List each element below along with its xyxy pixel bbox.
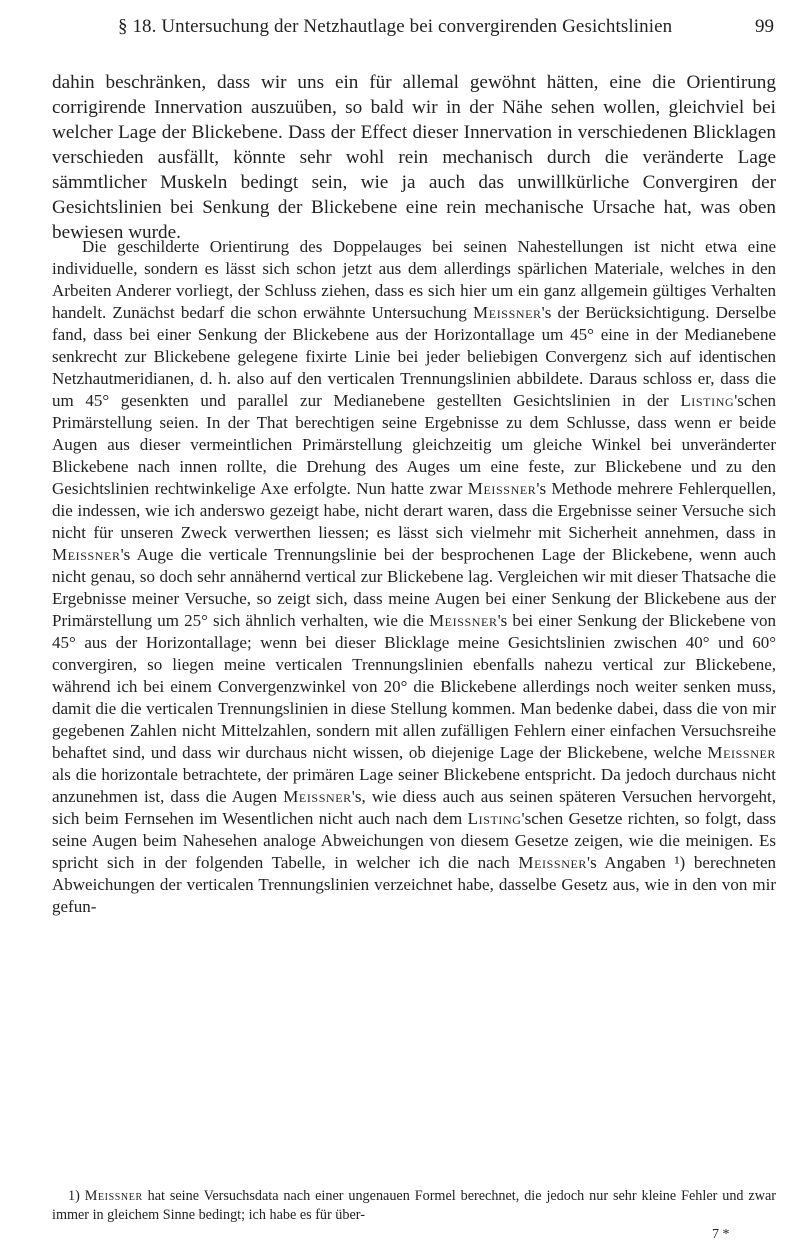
author-name: Listing	[680, 391, 735, 410]
author-name: Meissner	[473, 303, 542, 322]
author-name: Meissner	[467, 479, 537, 498]
text-run: 's der Berücksichtigung. Derselbe fand, dass bei einer Senkung der Blickebene aus der Horizontallage um 45° eine in der Medianebene senkrecht zur Blickebene gelegene fixirte Linie bei jeder beliebigen Convergenz sich auf identischen Netzhautmeridianen, d. h. also auf den verticalen Trennungslinien abbildete. Daraus schloss er, dass die um 45° gesenkten und parallel zur Medianebene gestellten Gesichtslinien in der	[52, 303, 777, 410]
paragraph-main	[52, 236, 776, 918]
text-run: 's Methode mehrere Fehlerquellen, die indessen, wie ich anderswo gezeigt habe, nicht derart waren, dass die Ergebnisse seiner Versuche sich nicht für unseren Zweck verwerthen liessen; es lässt sich vielmehr mit Sicherheit annehmen, dass in	[52, 479, 777, 542]
footnote-text: hat seine Versuchsdata nach einer ungenauen Formel berechnet, die jedoch nur sehr kleine Fehler und zwar immer in gleichem Sinne bedingt; ich habe es für über-	[52, 1188, 776, 1223]
text-run: 's bei einer Senkung der Blickebene von 45° aus der Horizontallage; wenn bei dieser Blicklage meine Gesichtslinien zwischen 40° und 60° convergiren, so liegen meine verticalen Trennungslinien ebenfalls nahezu vertical zur Blickebene, während ich bei einem Convergenzwinkel von 20° die Blickebene allerdings noch weiter senken muss, damit die die verticalen Trennungslinien in diese Stellung kommen. Man bedenke dabei, dass die von mir gegebenen Zahlen nicht Mittelzahlen, sondern mit allen zufälligen Fehlern einer einfachen Versuchsreihe behaftet sind, und dass wir durchaus nicht wissen, ob diejenige Lage der Blickebene, welche	[52, 611, 776, 762]
running-header: § 18. Untersuchung der Netzhautlage bei convergirenden Gesichtslinien	[118, 16, 673, 37]
text-run: 's Auge die verticale Trennungslinie bei der besprochenen Lage der Blickebene, wenn auch nicht genau, so doch sehr annähernd vertical zur Blickebene lag. Vergleichen wir mit dieser Thatsache die Ergebnisse meiner Versuche, so zeigt sich, dass meine Augen bei einer Senkung der Blickebene aus der Primärstellung um 25° sich ähnlich verhalten, wie die	[52, 545, 776, 630]
author-name: Meissner	[84, 1188, 143, 1204]
author-name: Meissner	[707, 743, 776, 762]
author-name: Listing	[467, 809, 522, 828]
author-name: Meissner	[518, 853, 587, 872]
text-run: 'schen Primärstellung seien. In der That berechtigen seine Ergebnisse zu dem Schlusse, dass wenn er beide Augen aus dieser vermeintlichen Primärstellung gleichzeitig um gleiche Winkel bei unveränderter Blickebene nach innen rollte, die Drehung des Auges um eine feste, zur Blickebene und zu den Gesichtslinien rechtwinkelige Axe erfolgte. Nun hatte zwar	[52, 391, 777, 498]
text-run: 's, wie diess auch aus seinen späteren Versuchen hervorgeht, sich beim Fernsehen im Wesentlichen nicht auch nach dem	[52, 787, 776, 828]
text-run: 'schen Gesetze richten, so folgt, dass seine Augen beim Nahesehen analoge Abweichungen von diesem Gesetze zeigen, wie die meinigen. Es spricht sich in der folgenden Tabelle, in welcher ich die nach	[52, 809, 777, 872]
author-name: Meissner	[283, 787, 352, 806]
author-name: Meissner	[52, 545, 121, 564]
signature-mark: 7 *	[712, 1227, 730, 1242]
text-run: 's Angaben ¹) berechneten Abweichungen der verticalen Trennungslinien verzeichnet habe, dasselbe Gesetz aus, wie in den von mir gefun-	[52, 853, 777, 916]
paragraph-continuation: dahin beschränken, dass wir uns ein für allemal gewöhnt hätten, eine die Orientirung corrigirende Innervation auszuüben, so bald wir in der Nähe sehen wollen, gleichviel bei welcher Lage der Blickebene. Dass der Effect dieser Innervation in verschiedenen Blicklagen verschieden ausfällt, könnte sehr wohl rein mechanisch durch die veränderte Lage sämmtlicher Muskeln bedingt sein, wie ja auch das unwillkürliche Convergiren der Gesichtslinien bei Senkung der Blickebene eine rein mechanische Ursache hat, was oben bewiesen wurde.	[52, 72, 776, 243]
page-number: 99	[755, 16, 774, 37]
footnote	[52, 1187, 776, 1225]
footnote-marker: 1)	[68, 1188, 80, 1204]
text-run: als die horizontale betrachtete, der primären Lage seiner Blickebene entspricht. Da jedoch durchaus nicht anzunehmen ist, dass die Augen	[52, 765, 776, 806]
author-name: Meissner	[428, 611, 498, 630]
text-run: Die geschilderte Orientirung des Doppelauges bei seinen Nahestellungen ist nicht etwa eine individuelle, sondern es lässt sich schon jetzt aus dem allerdings spärlichen Materiale, welches in den Arbeiten Anderer vorliegt, der Schluss ziehen, dass es sich hier um ein ganz allgemein gültiges Verhalten handelt. Zunächst bedarf die schon erwähnte Untersuchung	[52, 237, 776, 322]
